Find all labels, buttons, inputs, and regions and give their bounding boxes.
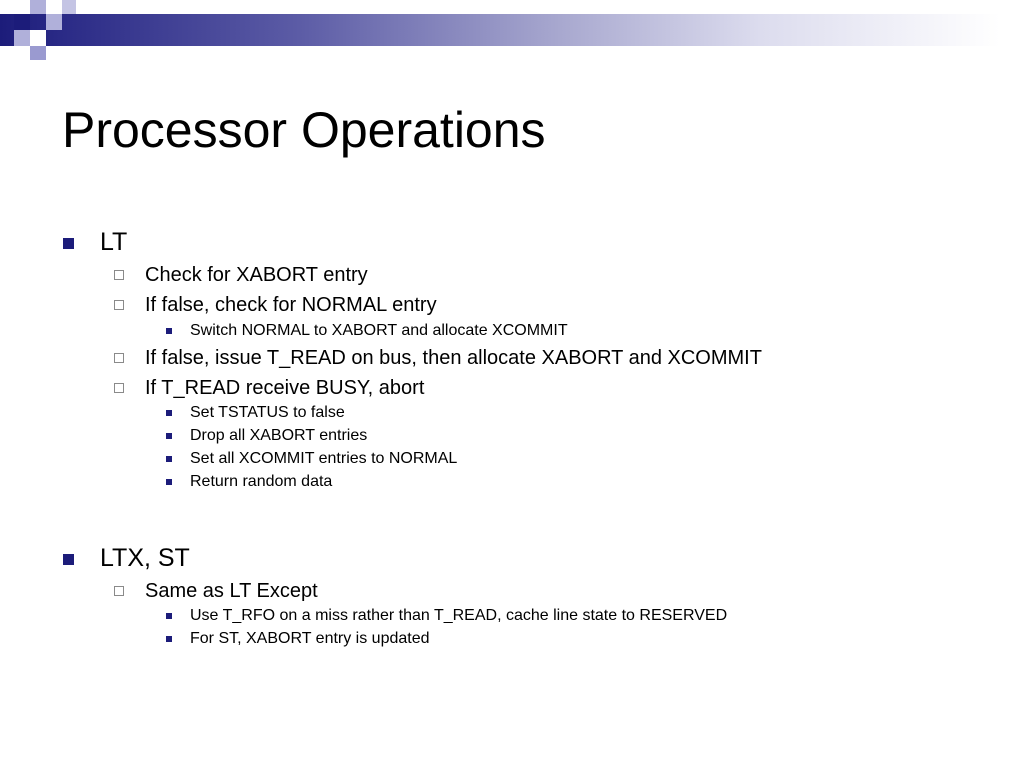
- small-square-bullet-icon: [166, 433, 172, 439]
- hollow-square-bullet-icon: [114, 353, 124, 363]
- list-item: Check for XABORT entry: [145, 264, 368, 286]
- sub-list-item: For ST, XABORT entry is updated: [190, 630, 430, 647]
- decor-square-navy-1: [14, 14, 30, 30]
- small-square-bullet-icon: [166, 479, 172, 485]
- sub-list-item: Use T_RFO on a miss rather than T_READ, cache line state to RESERVED: [190, 607, 728, 624]
- hollow-square-bullet-icon: [114, 300, 124, 310]
- sub-list-item: Set all XCOMMIT entries to NORMAL: [190, 450, 458, 467]
- small-square-bullet-icon: [166, 410, 172, 416]
- hollow-square-bullet-icon: [114, 586, 124, 596]
- small-square-bullet-icon: [166, 636, 172, 642]
- sub-list-item: Return random data: [190, 473, 333, 490]
- small-square-bullet-icon: [166, 613, 172, 619]
- hollow-square-bullet-icon: [114, 383, 124, 393]
- decor-square-light-5: [30, 46, 46, 60]
- list-item: If false, issue T_READ on bus, then allocate XABORT and XCOMMIT: [145, 347, 762, 369]
- list-item: If false, check for NORMAL entry: [145, 294, 437, 316]
- header-gradient-banner: [0, 14, 1024, 46]
- bullet-square-icon: [63, 554, 74, 565]
- bullet-square-icon: [63, 238, 74, 249]
- decor-square-light-3: [62, 0, 76, 14]
- decor-square-light-4: [14, 30, 30, 46]
- list-item: If T_READ receive BUSY, abort: [145, 377, 425, 399]
- slide-title: Processor Operations: [62, 102, 546, 158]
- section-heading-lt: LT: [100, 228, 128, 256]
- small-square-bullet-icon: [166, 456, 172, 462]
- decor-square-light-2: [46, 14, 62, 30]
- sub-list-item: Drop all XABORT entries: [190, 427, 368, 444]
- list-item: Same as LT Except: [145, 580, 318, 602]
- small-square-bullet-icon: [166, 328, 172, 334]
- decor-square-light-1: [30, 0, 46, 14]
- sub-list-item: Switch NORMAL to XABORT and allocate XCOMMIT: [190, 322, 568, 339]
- decor-square-white-1: [30, 30, 46, 46]
- hollow-square-bullet-icon: [114, 270, 124, 280]
- section-heading-ltx-st: LTX, ST: [100, 544, 190, 572]
- sub-list-item: Set TSTATUS to false: [190, 404, 345, 421]
